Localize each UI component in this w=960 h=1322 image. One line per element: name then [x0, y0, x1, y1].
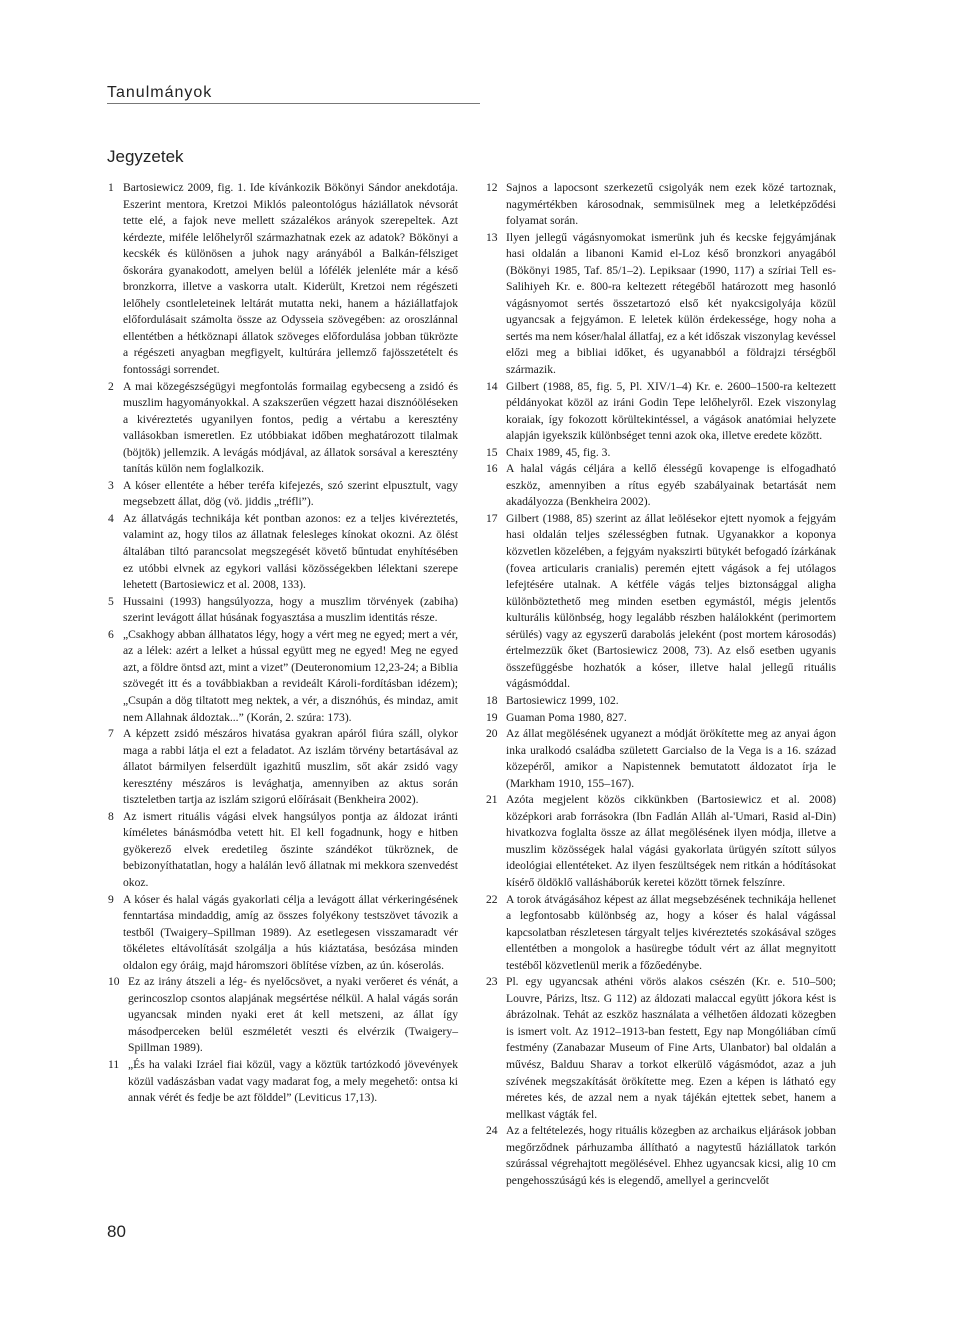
footnote-number: 15: [486, 445, 498, 459]
footnote: [486, 710, 836, 727]
footnote-text: Gilbert (1988, 85) szerint az állat leölésekor ejtett nyomok a fejgyám hasi oldalán teljes szélességben futnak. Ugyanakkor a koponya közvetlen közelében, a fejgyám nyakszirti bütykét befogadó ízárkának (fovea articularis cranialis) peremén ejtett vágások a fej utólagos lefejtésére utalnak. A kétféle vágás teljes biztonsággal aligha különböztethető meg minden esetben egymástól, mégis jelentős kulturális különbség, hogy legalább részben halálokként (perimortem sérülés) vagy az egyszerű darabolás jeleként (post mortem károsodás) értelmezzük őket (Bartosiewicz 2008, 73). Az első esetben ugyanis összefüggésbe hozhatók a kóser, illetve halal jellegű rituális vágásmóddal.: [506, 511, 836, 691]
footnote: [486, 511, 836, 693]
footnote: [108, 594, 458, 627]
footnote-number: 18: [486, 693, 498, 707]
footnote: [486, 180, 836, 230]
footnote: [486, 445, 836, 462]
footnote-number: 24: [486, 1124, 498, 1138]
running-head: Tanulmányok: [107, 84, 213, 101]
footnote-text: A torok átvágásához képest az állat megsebzésének technikája hellenet a legfontosabb különbség az, hogy a kóser és halal vágással kapcsolatban részletesen tárgyalt teljes kivéreztetés szokásával szöges ellentétben a mongolok a hasüregbe tódult vért az állat megnyitott testéből közvetlenül merik a főzőedénybe.: [506, 892, 836, 972]
footnote-text: Sajnos a lapocsont szerkezetű csigolyák nem ezek közé tartoznak, nagymértékben károsodnak, semmisülnek meg a leletképződési folyamat során.: [506, 181, 836, 228]
footnote-text: Chaix 1989, 45, fig. 3.: [506, 445, 611, 459]
footnote: [486, 461, 836, 511]
footnote-text: Bartosiewicz 1999, 102.: [506, 693, 619, 707]
notes-column-left: [108, 180, 458, 1107]
footnote: [486, 379, 836, 445]
footnote-number: 23: [486, 975, 498, 989]
footnote-number: 5: [108, 594, 114, 608]
footnote: [486, 726, 836, 792]
footnote-number: 14: [486, 379, 498, 393]
footnote: [486, 792, 836, 891]
footnote-text: Azóta megjelent közös cikkünkben (Bartosiewicz et al. 2008) középkori arab forrásokra (Ibn Fadlán Alláh al-'Umari, Rasid al-Din) hivatkozva foglalta össze az állat megölésének ilyen módja, illetve a muszlim közösségek halal vágási gyakorlata ürügyén szított súlyos ideológiai ellentéteket. Az ilyen feszültségek nem ritkán a hódításokat kísérő öldöklő vallásháborúk keretei között törnek felszínre.: [506, 793, 836, 889]
footnote-number: 19: [486, 710, 498, 724]
footnote-text: Bartosiewicz 2009, fig. 1. Ide kívánkozik Bökönyi Sándor anekdotája. Eszerint mentora, Kretzoi Miklós paleontológus háziállatok névsorát tette elé, a fajok neve mellett százalékos arányok szerepeltek. Azt kérdezte, miféle lelőhelyről származhatnak ezek az adatok? Bökönyi a kecskék és különösen a juhok nagy arányából a Balkán-félsziget őskorára gyanakodott, amelyen belül a lófélék jelenléte már a késő bronzkorra, illetve a vaskorra utalt. Kiderült, Kretzoi nem régészeti lelőhely csontleleteinek leltárát mutatta neki, hanem a háziállatfajok előfordulásait számolta össze az Odysseia szövegében: az oroszlánnal ellentétben a hétköznapi állatok szöveges előfordulása jobban tükrözte a régészeti anyagban megfigyelt, kultúrára jellemző fajösszetételt és fontossági sorrendet.: [123, 181, 458, 377]
footnote-text: Az állat megölésének ugyanezt a módját örökítette meg az anyai ágon inka uralkodó családba született Garcialso de la Vega is a 16. század közepéről, amikor a Napistennek bemutatott áldozatot írja le (Markham 1910, 155–167).: [506, 727, 836, 790]
footnote: [108, 726, 458, 809]
footnote-number: 3: [108, 478, 114, 492]
footnote: [486, 974, 836, 1123]
page-number: 80: [107, 1222, 126, 1241]
footnote-text: Az ismert rituális vágási elvek hangsúlyos pontja az áldozat iránti kíméletes bánásmódba vetett hit. El kell fogadnunk, hogy e hitben gyökerező elvek eredetileg őszinte szándékot tükröznek, de bebizonyíthatatlan, hogy a halálán levő állatnak mi mekkora szenvedést okoz.: [123, 809, 458, 889]
footnote-number: 22: [486, 892, 498, 906]
footnote-text: A halal vágás céljára a kellő élességű kovapenge is elfogadható eszköz, amennyiben a rítus egyéb szabályainak betartását nem akadályozza (Benkheira 2002).: [506, 462, 836, 509]
footnote-number: 13: [486, 230, 498, 244]
footnote: [108, 974, 458, 1057]
footnote-text: A mai közegészségügyi megfontolás formailag egybecseng a zsidó és muszlim hagyományokkal. A szakszerűen végzett hazai disznóöléseken a kivéreztetés ugyanilyen fontos, pedig a vértabu a keresztény vallásokban ismeretlen. Ez utóbbiakat időben meghatározott tilalmak (böjtök) jellemzik. A levágás módjával, az állatok sorsával a keresztény tanítás külön nem foglalkozik.: [123, 379, 458, 476]
footnote-text: Gilbert (1988, 85, fig. 5, Pl. XIV/1–4) Kr. e. 2600–1500-ra keltezett példányokat közöl az iráni Godin Tepe lelőhelyről. Ezek viszonylag koraiak, így fokozott körültekintéssel, a vágások anatómiai helyzete alapján igyekszik különbséget tenni azok oka, illetve eredete között.: [506, 379, 836, 443]
footnote-number: 21: [486, 793, 498, 807]
footnote-text: Ez az irány átszeli a lég- és nyelőcsövet, a nyaki verőeret és vénát, a gerincoszlop csontos alapjának megsértése nélkül. A halal vágás során ugyancsak minden nyaki eret át kell metszeni, az állat így másodperceken belül eszméletét veszti és elvérzik (Twaigery–Spillman 1989).: [128, 975, 458, 1055]
footnote: [108, 892, 458, 975]
footnote-number: 8: [108, 809, 114, 823]
footnote-text: Az állatvágás technikája két pontban azonos: ez a teljes kivéreztetés, valamint az, hogy tilos az állatnak felesleges kínokat okozni. Az ölést általában tiltó parancsolat megszegését követő bűntudat enyhítésében ez utóbbi elvnek az egykori vallási közösségekben lélektani szerepe lehetett (Bartosiewicz et al. 2008, 133).: [123, 511, 458, 592]
footnote-number: 9: [108, 892, 114, 906]
footnote-text: Az a feltételezés, hogy rituális közegben az archaikus eljárások jobban megőrződnek párhuzamba állítható a nagytestű háziállatok tarkón szúrással végrehajtott megölésével. Ehhez ugyancsak kicsi, alig 10 cm pengehosszúságú kés is elegendő, amellyel a gerincvelőt: [506, 1124, 836, 1187]
footnote-text: „Csakhogy abban állhatatos légy, hogy a vért meg ne egyed; mert a vér, az a lélek: azért a lelket a hússal együtt meg ne egyed! Meg ne egyed azt, a földre öntsd azt, mint a vizet” (Deuteronomium 12,23-24; a Biblia szövegét itt és a továbbiakban a revideált Károli-fordításban idézem); „Csupán a dög tiltatott meg nektek, a vér, a disznóhús, és mindaz, amit nem Allahnak áldoztak...” (Korán, 2. szúra: 173).: [123, 627, 458, 724]
notes-column-right: [486, 180, 836, 1189]
footnote-number: 10: [108, 975, 120, 989]
header-rule: [107, 103, 480, 104]
footnote: [108, 1057, 458, 1107]
footnote-number: 2: [108, 379, 114, 393]
footnote-text: Ilyen jellegű vágásnyomokat ismerünk juh és kecske fejgyámjának hasi oldalán a libanoni Kamid el-Loz késő bronzkori anyagából (Bökönyi 1985, Taf. 85/1–2). Lepiksaar (1990, 117) a szíriai Tell es-Salihiyeh Kr. e. 800-ra keltezett rétegéből határozott meg hasonló vágásnyomot sertés összetartozó első két nyakcsigolyája közül ugyancsak a fejgyámon. E leletek külön érdekessége, hogy noha a sertés ma nem kóser/halal állatfaj, ez a két időszak viszonylag kevéssel előzi meg a bibliai időket, és ugyanabból a földrajzi térségből származik.: [506, 230, 836, 377]
footnote-number: 16: [486, 462, 498, 476]
footnote: [486, 230, 836, 379]
footnote-number: 17: [486, 511, 498, 525]
footnote: [108, 511, 458, 594]
footnote: [108, 379, 458, 478]
footnote-text: Guaman Poma 1980, 827.: [506, 710, 627, 724]
footnote-number: 20: [486, 727, 498, 741]
footnote-text: A kóser és halal vágás gyakorlati célja a levágott állat vérkeringésének fenntartása mindaddig, amíg az összes folyékony testszövet távozik a testből (Twaigery–Spillman 1989). Az esetlegesen visszamaradt vér tökéletes eltávolítását szolgálja a hús kiáztatása, besózása minden oldalon egy óráig, majd háromszori öblítése vízben, az ún. kóserolás.: [123, 892, 458, 972]
footnote: [108, 627, 458, 726]
footnote-number: 12: [486, 181, 498, 194]
footnote-number: 1: [108, 181, 114, 194]
footnote: [108, 478, 458, 511]
footnote: [108, 809, 458, 892]
footnote-number: 4: [108, 511, 114, 525]
footnote-number: 6: [108, 627, 114, 641]
footnote-text: „És ha valaki Izráel fiai közül, vagy a köztük tartózkodó jövevények közül vadászásban vadat vagy madarat fog, a mely megehető: ontsa ki annak vérét és fedje be azt földdel” (Leviticus 17,13).: [128, 1057, 458, 1105]
footnote-text: A képzett zsidó mészáros hivatása gyakran apáról fiúra száll, olykor maga a rabbi látja el ezt a feladatot. Az iszlám törvény betartásával az állatot bármilyen felserdült igazhitű muszlim, sőt akár zsidó vagy keresztény mészáros is levághatja, amennyiben az aktus során tiszteletben tartja az iszlám szigorú előírásait (Benkheira 2002).: [123, 727, 458, 807]
footnote: [486, 693, 836, 710]
footnote: [108, 180, 458, 379]
footnote-number: 7: [108, 727, 114, 741]
footnote-text: A kóser ellentéte a héber teréfa kifejezés, szó szerint elpusztult, vagy megsebzett állat, dög (vö. jiddis „tréfli”).: [123, 478, 458, 509]
footnote-number: 11: [108, 1057, 120, 1071]
footnote: [486, 892, 836, 975]
footnote-text: Hussaini (1993) hangsúlyozza, hogy a muszlim törvények (zabiha) szerint levágott állat húsának fogyasztása a muszlim identitás része.: [123, 594, 458, 625]
section-title: Jegyzetek: [107, 147, 184, 166]
footnote-text: Pl. egy ugyancsak athéni vörös alakos csészén (Kr. e. 510–500; Louvre, Párizs, ltsz. G 112) az áldozati malaccal együtt jókora kést is ábrázolnak. Tehát az eszköz használata a vélhetően áldozati közegben is ismert volt. Az 1912–1913-ban festett, Egy nap Mongóliában című festmény (Zanabazar Museum of Fine Arts, Ulanbator) bal oldalán a művész, Balduu Sharav a torkot elkerülő vágásmódot, azaz a juh szívének megszakítását örökítette meg. Ezen a képen is látható egy méretes kés, de azzal nem a nyak tájékán ejtettek sebet, hanem a mellkast vágták fel.: [506, 975, 836, 1121]
footnote: [486, 1123, 836, 1189]
